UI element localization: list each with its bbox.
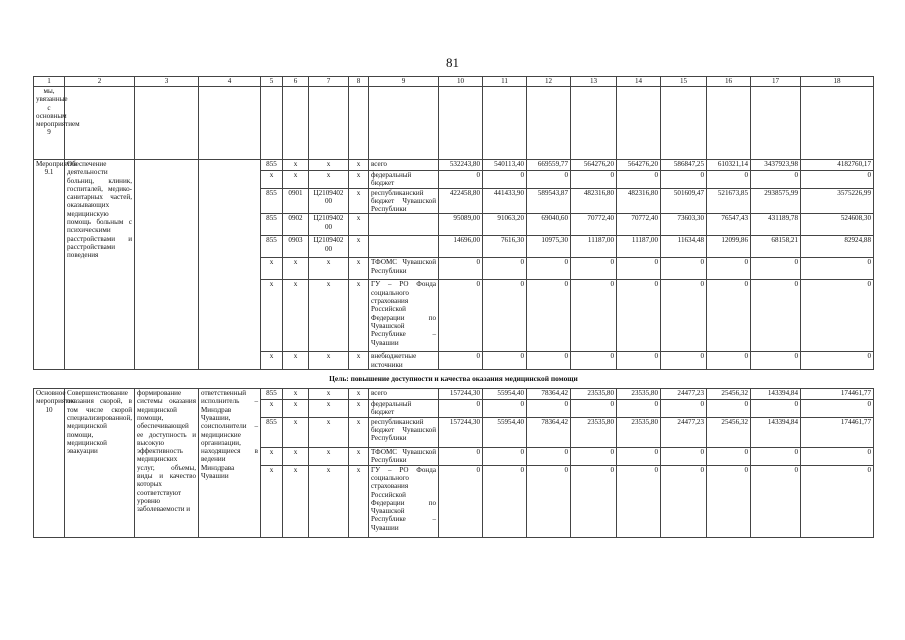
- table-cell: x: [349, 465, 369, 537]
- table-cell: 524608,30: [801, 214, 874, 236]
- column-number-cell: 18: [801, 77, 874, 87]
- table-cell: 0: [707, 400, 751, 418]
- table-cell: 78364,42: [527, 389, 571, 400]
- table-cell: республиканский бюджет Чувашской Республики: [369, 417, 439, 447]
- table-cell: x: [309, 160, 349, 171]
- table-cell: 24477,23: [661, 417, 707, 447]
- column-number-cell: 12: [527, 77, 571, 87]
- table-cell: 0: [527, 280, 571, 352]
- table-cell: x: [283, 280, 309, 352]
- table-cell: 0: [527, 465, 571, 537]
- table-cell: x: [349, 188, 369, 214]
- table-cell: x: [309, 258, 349, 280]
- table-cell: x: [309, 352, 349, 370]
- table-cell: 0: [483, 258, 527, 280]
- table-cell: x: [261, 400, 283, 418]
- table-cell: [349, 87, 369, 160]
- table-cell: 14696,00: [439, 236, 483, 258]
- table-cell: 0: [483, 352, 527, 370]
- table-cell: 0: [801, 280, 874, 352]
- table-cell: ГУ – РО Фонда социального страхования Российской Федерации по Чувашской Республике – Чувашии: [369, 280, 439, 352]
- table-cell: 0: [751, 447, 801, 465]
- table-cell: 0: [527, 352, 571, 370]
- table-cell: 0: [483, 447, 527, 465]
- table-cell: 855: [261, 389, 283, 400]
- table-cell: 0: [571, 352, 617, 370]
- table-cell: 0: [617, 352, 661, 370]
- table-cell: x: [261, 280, 283, 352]
- table-cell: 855: [261, 188, 283, 214]
- table-cell: [369, 87, 439, 160]
- table-cell: 70772,40: [617, 214, 661, 236]
- table-cell: x: [283, 258, 309, 280]
- table-cell: x: [283, 352, 309, 370]
- table-cell: 0: [439, 400, 483, 418]
- table-cell: [751, 87, 801, 160]
- table-cell: [199, 160, 261, 370]
- table-cell: 0: [751, 400, 801, 418]
- table-cell: 143394,84: [751, 389, 801, 400]
- table-cell: 76547,43: [707, 214, 751, 236]
- table-cell: внебюджетные источники: [369, 352, 439, 370]
- table-cell: ответственный исполнитель – Минздрав Чувашии, соисполнители – медицинские организации, находящиеся в ведении Минздрава Чувашии: [199, 389, 261, 538]
- table-cell: x: [349, 400, 369, 418]
- table-row: [34, 87, 874, 160]
- column-number-cell: 6: [283, 77, 309, 87]
- table-cell: Цель: повышение доступности и качества оказания медицинской помощи: [34, 370, 874, 389]
- table-cell: 521673,85: [707, 188, 751, 214]
- table-cell: 7616,30: [483, 236, 527, 258]
- column-number-cell: 8: [349, 77, 369, 87]
- table-cell: x: [349, 214, 369, 236]
- table-cell: 0: [751, 280, 801, 352]
- table-cell: всего: [369, 389, 439, 400]
- table-cell: 0: [707, 280, 751, 352]
- table-cell: 174461,77: [801, 417, 874, 447]
- table-cell: 0: [661, 258, 707, 280]
- table-cell: [309, 87, 349, 160]
- table-cell: 431189,78: [751, 214, 801, 236]
- table-cell: x: [349, 389, 369, 400]
- table-cell: 0: [571, 447, 617, 465]
- table-cell: x: [261, 171, 283, 189]
- column-number-cell: 1: [34, 77, 65, 87]
- table-cell: 11634,48: [661, 236, 707, 258]
- table-cell: Ц2109402 00: [309, 236, 349, 258]
- table-cell: x: [283, 447, 309, 465]
- table-cell: x: [261, 447, 283, 465]
- table-cell: 0: [571, 258, 617, 280]
- table-cell: 3575226,99: [801, 188, 874, 214]
- table-cell: 441433,90: [483, 188, 527, 214]
- table-row: [34, 160, 874, 171]
- table-cell: 0: [439, 465, 483, 537]
- table-cell: 855: [261, 214, 283, 236]
- table-cell: 0: [617, 400, 661, 418]
- table-cell: x: [283, 417, 309, 447]
- table-cell: 0: [571, 465, 617, 537]
- table-cell: x: [349, 352, 369, 370]
- table-cell: ТФОМС Чувашской Республики: [369, 447, 439, 465]
- table-cell: 0: [483, 171, 527, 189]
- table-cell: [801, 87, 874, 160]
- table-cell: x: [349, 171, 369, 189]
- table-cell: 0: [801, 258, 874, 280]
- table-cell: 855: [261, 160, 283, 171]
- table-cell: ГУ – РО Фонда социального страхования Российской Федерации по Чувашской Республике – Чувашии: [369, 465, 439, 537]
- table-cell: 0: [439, 447, 483, 465]
- table-cell: 0: [571, 280, 617, 352]
- table-cell: 0: [527, 171, 571, 189]
- table-cell: 564276,20: [571, 160, 617, 171]
- table-cell: 70772,40: [571, 214, 617, 236]
- table-cell: 0: [751, 258, 801, 280]
- table-cell: федеральный бюджет: [369, 400, 439, 418]
- table-cell: [661, 87, 707, 160]
- table-cell: 482316,80: [617, 188, 661, 214]
- table-cell: [707, 87, 751, 160]
- table-cell: 0: [751, 352, 801, 370]
- table-cell: 586847,25: [661, 160, 707, 171]
- table-cell: 0: [439, 171, 483, 189]
- table-cell: 0: [801, 465, 874, 537]
- table-cell: 157244,30: [439, 417, 483, 447]
- table-cell: 0901: [283, 188, 309, 214]
- page-number: 81: [446, 55, 459, 70]
- table-cell: 0: [661, 400, 707, 418]
- table-cell: федеральный бюджет: [369, 171, 439, 189]
- column-number-cell: 5: [261, 77, 283, 87]
- table-cell: [369, 236, 439, 258]
- table-cell: x: [309, 280, 349, 352]
- column-number-cell: 9: [369, 77, 439, 87]
- table-cell: 25456,32: [707, 417, 751, 447]
- table-cell: x: [283, 400, 309, 418]
- table-cell: x: [261, 465, 283, 537]
- table-cell: 0: [801, 400, 874, 418]
- table-cell: Мероприятие 9.1: [34, 160, 65, 370]
- table-cell: 11187,00: [571, 236, 617, 258]
- table-cell: Совершенствование оказания скорой, в том числе скорой специализированной, медицинской помощи, медицинской эвакуации: [65, 389, 135, 538]
- table-cell: 0: [483, 400, 527, 418]
- table-cell: 0: [571, 400, 617, 418]
- table-cell: x: [309, 171, 349, 189]
- table-cell: [571, 87, 617, 160]
- table-cell: 2938575,99: [751, 188, 801, 214]
- table-cell: 73603,30: [661, 214, 707, 236]
- column-number-cell: 13: [571, 77, 617, 87]
- table-cell: 0: [707, 258, 751, 280]
- table-cell: 564276,20: [617, 160, 661, 171]
- table-cell: x: [349, 160, 369, 171]
- table-cell: республиканский бюджет Чувашской Республики: [369, 188, 439, 214]
- table-cell: Ц2109402 00: [309, 188, 349, 214]
- table-cell: 0: [483, 280, 527, 352]
- column-number-cell: 11: [483, 77, 527, 87]
- table-cell: 55954,40: [483, 417, 527, 447]
- table-cell: 669559,77: [527, 160, 571, 171]
- table-cell: x: [349, 280, 369, 352]
- table-cell: [483, 87, 527, 160]
- table-cell: 532243,80: [439, 160, 483, 171]
- table-cell: 82924,88: [801, 236, 874, 258]
- table-cell: 174461,77: [801, 389, 874, 400]
- table-cell: Ц2109402 00: [309, 214, 349, 236]
- column-number-cell: 7: [309, 77, 349, 87]
- table-cell: мы, увязанные с основным мероприятием 9: [34, 87, 65, 160]
- table-cell: 0: [527, 447, 571, 465]
- table-cell: 91063,20: [483, 214, 527, 236]
- table-cell: 0: [801, 447, 874, 465]
- table-cell: x: [283, 160, 309, 171]
- table-cell: 10975,30: [527, 236, 571, 258]
- table-cell: 0: [707, 352, 751, 370]
- table-cell: 11187,00: [617, 236, 661, 258]
- table-cell: 589543,87: [527, 188, 571, 214]
- table-cell: 0: [617, 280, 661, 352]
- table-cell: 0: [707, 465, 751, 537]
- table-cell: 0: [661, 171, 707, 189]
- table-cell: 422458,80: [439, 188, 483, 214]
- table-cell: 0: [527, 400, 571, 418]
- table-cell: x: [309, 447, 349, 465]
- table-cell: 0: [661, 465, 707, 537]
- table-cell: 0: [801, 171, 874, 189]
- table-cell: x: [309, 400, 349, 418]
- table-cell: x: [283, 389, 309, 400]
- table-cell: x: [349, 447, 369, 465]
- table-cell: 0: [617, 258, 661, 280]
- table-cell: 23535,80: [571, 389, 617, 400]
- table-cell: 24477,23: [661, 389, 707, 400]
- table-cell: 95089,00: [439, 214, 483, 236]
- column-number-cell: 2: [65, 77, 135, 87]
- table-cell: 501609,47: [661, 188, 707, 214]
- table-cell: 0: [571, 171, 617, 189]
- table-cell: 0902: [283, 214, 309, 236]
- table-cell: 25456,32: [707, 389, 751, 400]
- table-cell: 12099,86: [707, 236, 751, 258]
- table-cell: 55954,40: [483, 389, 527, 400]
- table-cell: 0: [751, 171, 801, 189]
- table-cell: Основное мероприятие 10: [34, 389, 65, 538]
- column-number-cell: 4: [199, 77, 261, 87]
- table-cell: 4182760,17: [801, 160, 874, 171]
- table-cell: 0: [707, 171, 751, 189]
- table-cell: 0: [617, 465, 661, 537]
- table-cell: [135, 160, 199, 370]
- table-cell: x: [349, 417, 369, 447]
- table-cell: 3437923,98: [751, 160, 801, 171]
- table-cell: 23535,80: [617, 417, 661, 447]
- column-number-row: [34, 77, 874, 87]
- table-cell: [283, 87, 309, 160]
- table-cell: 855: [261, 236, 283, 258]
- table-cell: x: [309, 389, 349, 400]
- table-cell: x: [349, 258, 369, 280]
- table-cell: 855: [261, 417, 283, 447]
- table-row: [34, 389, 874, 400]
- budget-table: [33, 76, 874, 538]
- table-cell: ТФОМС Чувашской Республики: [369, 258, 439, 280]
- table-cell: [527, 87, 571, 160]
- table-cell: [261, 87, 283, 160]
- table-cell: [439, 87, 483, 160]
- table-cell: 69040,60: [527, 214, 571, 236]
- table-cell: [369, 214, 439, 236]
- column-number-cell: 14: [617, 77, 661, 87]
- column-number-cell: 10: [439, 77, 483, 87]
- table-cell: 0: [661, 352, 707, 370]
- table-cell: 143394,84: [751, 417, 801, 447]
- table-cell: 23535,80: [617, 389, 661, 400]
- table-cell: 0: [439, 258, 483, 280]
- table-cell: 0903: [283, 236, 309, 258]
- column-number-cell: 17: [751, 77, 801, 87]
- table-cell: x: [283, 465, 309, 537]
- table-cell: 78364,42: [527, 417, 571, 447]
- table-cell: x: [261, 352, 283, 370]
- table-cell: x: [349, 236, 369, 258]
- table-cell: формирование системы оказания медицинской помощи, обеспечивающей ее доступность и высокую эффективность медицинских услуг, объемы, виды и качество которых соответствуют уровню заболеваемости и: [135, 389, 199, 538]
- table-cell: 157244,30: [439, 389, 483, 400]
- table-cell: 0: [661, 280, 707, 352]
- table-cell: 0: [801, 352, 874, 370]
- table-cell: 540113,40: [483, 160, 527, 171]
- goal-row: [34, 370, 874, 389]
- table-cell: 610321,14: [707, 160, 751, 171]
- table-cell: x: [261, 258, 283, 280]
- table-cell: 0: [617, 447, 661, 465]
- table-cell: 0: [439, 280, 483, 352]
- table-cell: 0: [661, 447, 707, 465]
- table-cell: x: [309, 417, 349, 447]
- table-cell: 68158,21: [751, 236, 801, 258]
- column-number-cell: 15: [661, 77, 707, 87]
- table-cell: 0: [483, 465, 527, 537]
- table-cell: 0: [617, 171, 661, 189]
- table-cell: 482316,80: [571, 188, 617, 214]
- table-cell: 23535,80: [571, 417, 617, 447]
- table-cell: 0: [707, 447, 751, 465]
- column-number-cell: 3: [135, 77, 199, 87]
- table-cell: [617, 87, 661, 160]
- table-cell: всего: [369, 160, 439, 171]
- table-cell: [135, 87, 199, 160]
- table-cell: Обеспечение деятельности больниц, клиник, госпиталей, медико-санитарных частей, оказывающих медицинскую помощь больным с психическими расстройствами и расстройствами поведения: [65, 160, 135, 370]
- table-cell: x: [309, 465, 349, 537]
- table-cell: 0: [527, 258, 571, 280]
- table-cell: x: [283, 171, 309, 189]
- table-cell: 0: [751, 465, 801, 537]
- table-cell: [199, 87, 261, 160]
- column-number-cell: 16: [707, 77, 751, 87]
- table-cell: 0: [439, 352, 483, 370]
